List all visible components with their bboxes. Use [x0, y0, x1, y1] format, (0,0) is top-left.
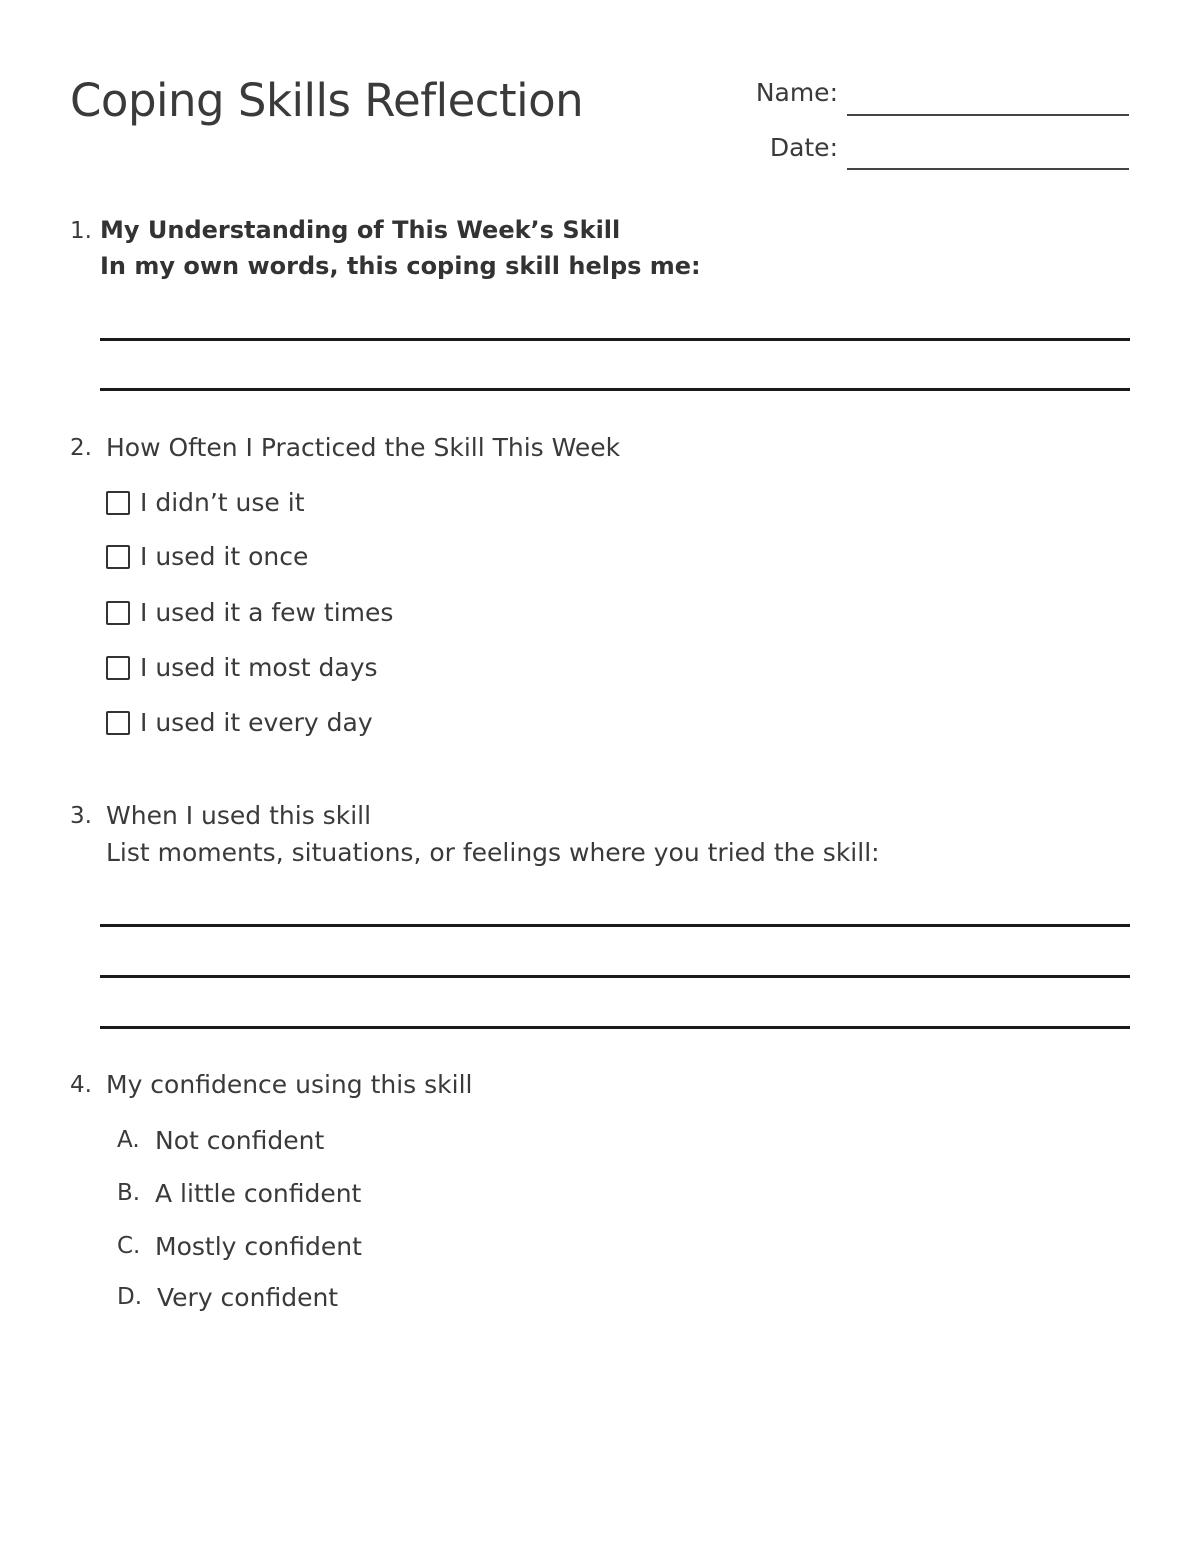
question-1-answer-line-1[interactable] — [100, 338, 1130, 341]
question-4-number: 4. — [70, 1072, 92, 1098]
choice-letter-c: C. — [117, 1233, 141, 1259]
date-label: Date: — [769, 133, 838, 162]
date-field[interactable] — [847, 168, 1129, 170]
name-field[interactable] — [847, 114, 1129, 116]
choice-letter-d: D. — [117, 1284, 143, 1310]
choice-not-confident[interactable]: Not confident — [155, 1126, 325, 1155]
option-label-5: I used it every day — [140, 708, 373, 737]
option-label-2: I used it once — [140, 542, 309, 571]
choice-letter-b: B. — [117, 1180, 141, 1206]
option-label-3: I used it a few times — [140, 598, 394, 627]
choice-a-little-confident[interactable]: A little confident — [155, 1179, 362, 1208]
question-3-answer-line-1[interactable] — [100, 924, 1130, 927]
question-3-title: When I used this skill — [106, 801, 372, 830]
page-title: Coping Skills Reflection — [70, 74, 584, 127]
question-1-number: 1. — [70, 218, 92, 244]
question-3-number: 3. — [70, 803, 92, 829]
question-1-prompt: In my own words, this coping skill helps me: — [100, 252, 701, 280]
option-label-4: I used it most days — [140, 653, 378, 682]
question-3-answer-line-3[interactable] — [100, 1026, 1130, 1029]
question-3-answer-line-2[interactable] — [100, 975, 1130, 978]
checkbox-option-4[interactable] — [106, 656, 130, 680]
question-2-title: How Often I Practiced the Skill This Week — [106, 433, 621, 462]
question-1-answer-line-2[interactable] — [100, 388, 1130, 391]
question-1-title: My Understanding of This Week’s Skill — [100, 216, 621, 244]
question-4-title: My confidence using this skill — [106, 1070, 473, 1099]
checkbox-option-2[interactable] — [106, 545, 130, 569]
choice-very-confident[interactable]: Very confident — [157, 1283, 339, 1312]
question-3-prompt: List moments, situations, or feelings where you tried the skill: — [106, 838, 880, 867]
checkbox-option-1[interactable] — [106, 491, 130, 515]
choice-letter-a: A. — [117, 1127, 140, 1153]
name-label: Name: — [755, 78, 838, 107]
checkbox-option-3[interactable] — [106, 601, 130, 625]
question-2-number: 2. — [70, 435, 92, 461]
option-label-1: I didn’t use it — [140, 488, 305, 517]
checkbox-option-5[interactable] — [106, 711, 130, 735]
choice-mostly-confident[interactable]: Mostly confident — [155, 1232, 362, 1261]
